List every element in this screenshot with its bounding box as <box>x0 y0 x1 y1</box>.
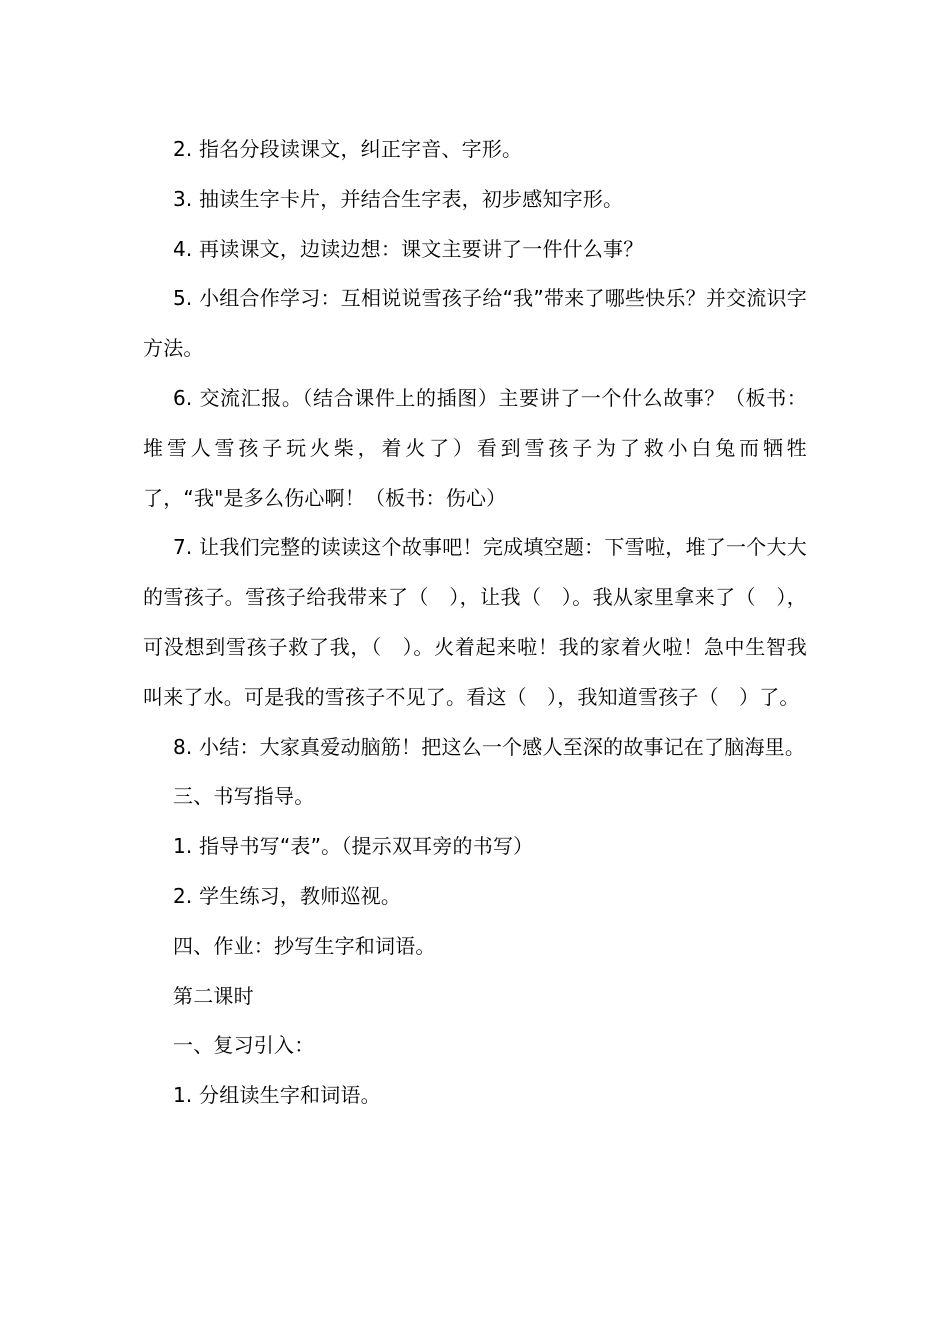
paragraph-step-3: 3. 抽读生字卡片，并结合生字表，初步感知字形。 <box>173 186 624 211</box>
paragraph-step-7: 7. 让我们完整的读读这个故事吧！完成填空题：下雪啦，堆了一个大大的雪孩子。雪孩子给我带来了（ ），让我（ ）。我从家里拿来了（ ），可没想到雪孩子救了我，（ ）。火着起来啦！我的家着火啦！急中生智我叫来了水。可是我的雪孩子不见了。看这（ ），我知道雪孩子（ ）了。 <box>143 535 807 709</box>
paragraph-step-5: 5. 小组合作学习：互相说说雪孩子给“我”带来了哪些快乐？并交流识字方法。 <box>143 286 807 361</box>
paragraph-step-2: 2. 指名分段读课文，纠正字音、字形。 <box>173 137 523 161</box>
paragraph-writing-2: 2. 学生练习，教师巡视。 <box>173 883 402 908</box>
paragraph-step-6: 6. 交流汇报。（结合课件上的插图）主要讲了一个什么故事？（板书：堆雪人雪孩子玩火柴，着火了）看到雪孩子为了救小白兔而牺牲了，“我"是多么伤心啊！（板书：伤心） <box>143 385 807 510</box>
paragraph-step-8: 8. 小结：大家真爱动脑筋！把这么一个感人至深的故事记在了脑海里。 <box>173 734 806 759</box>
section-heading-writing: 三、书写指导。 <box>173 784 315 809</box>
paragraph-writing-1: 1. 指导书写“表”。（提示双耳旁的书写） <box>173 834 534 859</box>
document-body <box>143 125 807 1121</box>
section-heading-review: 一、复习引入： <box>173 1033 315 1058</box>
section-heading-homework: 四、作业：抄写生字和词语。 <box>173 933 436 958</box>
paragraph-review-1: 1. 分组读生字和词语。 <box>173 1083 381 1108</box>
lesson-heading-second: 第二课时 <box>173 983 254 1008</box>
paragraph-step-4: 4. 再读课文，边读边想：课文主要讲了一件什么事？ <box>173 236 644 261</box>
